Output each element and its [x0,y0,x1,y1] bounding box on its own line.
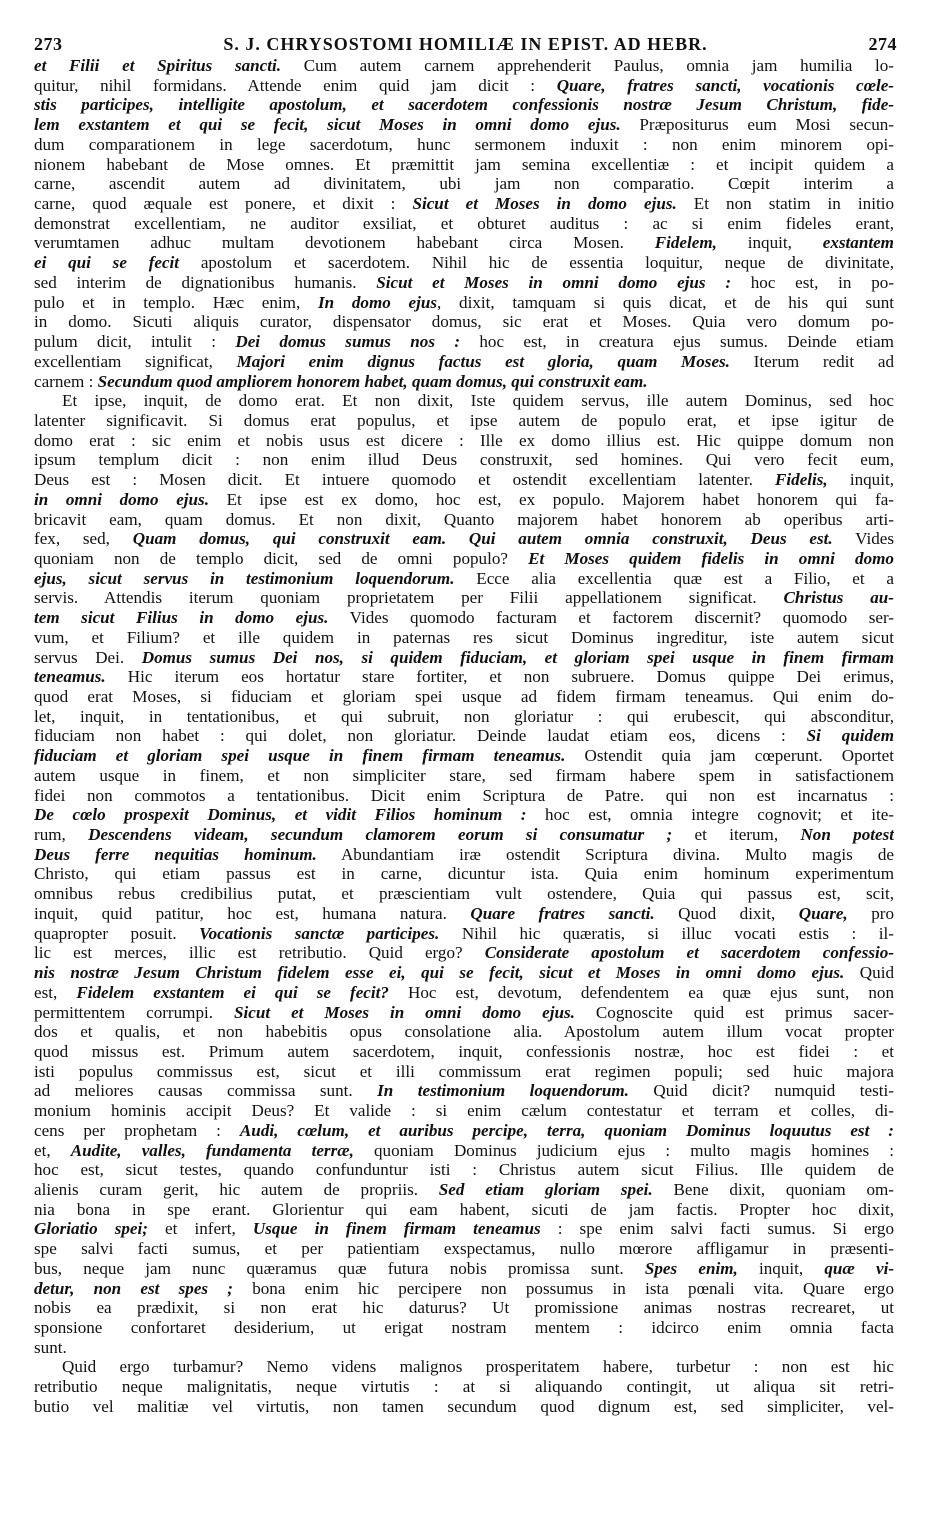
text-line [34,746,894,766]
text-run: quod erat Moses, si fiduciam et gloriam spei usque ad fidem firmam teneamus. Qui enim do- [34,687,894,706]
text-run: let, inquit, in tentationibus, et qui subruit, non gloriatur : qui erubescit, qui absconditur, [34,706,894,726]
text-line [34,372,894,392]
text-run: Quod dixit, [654,903,799,923]
text-line [34,470,894,490]
text-line [34,648,894,668]
text-line [34,608,894,628]
text-run: hoc est, in creatura ejus sumus. Deinde etiam [460,332,894,352]
text-line [34,1259,894,1279]
text-line [34,1081,894,1101]
text-run: Quid [844,963,894,983]
text-run: Deus est : Mosen dicit. Et intuere quomodo et ostendit excellentiam latenter. [34,470,775,490]
text-line [34,825,894,845]
text-line [34,726,894,746]
text-run: : spe enim salvi facti sumus. Si ergo [540,1219,894,1239]
text-run: domo erat : sic enim et nobis usus est dicere : Ille ex domo illius est. Hic quippe domum non [34,430,894,450]
text-run: Vides [832,529,894,549]
text-run: hoc est, omnia integre cognovit; et ite- [526,805,894,825]
text-run: alienis curam gerit, hic autem de propriis. [34,1179,439,1199]
page-number-left: 273 [34,34,63,54]
text-line [34,450,894,470]
text-line [34,332,894,352]
italic-quote: detur, non est spes ; [34,1278,233,1298]
text-run: inquit, quid patitur, hoc est, humana natura. [34,903,471,923]
text-run: monium hominis accipit Deus? Et valide : si enim cælum contestatur et terram et colles, di- [34,1101,894,1121]
text-line [34,529,894,549]
text-run: inquit, [737,1258,825,1278]
text-run: Et ipse, inquit, de domo erat. Et non dixit, Iste quidem servus, ille autem Dominus, sed hoc [62,391,894,411]
text-line [34,1279,894,1299]
text-run: omnibus rebus credibilius putat, et præscientiam vult ostendere, Quia qui passus est, scit, [34,884,894,904]
text-run: Ostendit quia jam cœperunt. Oportet [565,746,894,766]
italic-quote: Quare, [798,903,848,923]
text-run: hoc est, sicut testes, quando confunduntur isti : Christus autem sicut Filius. Ille quidem de [34,1160,894,1180]
text-line [34,214,894,234]
text-run: sponsione confortaret desiderium, ut erigat nostram mentem : idcirco enim omnia facta [34,1318,894,1337]
text-run: verumtamen adhuc multam devotionem habebant circa Mosen. [34,233,655,253]
italic-quote: Christus au- [783,588,894,608]
italic-quote: Deus ferre nequitias hominum. [34,844,317,864]
italic-quote: Dei domus sumus nos : [235,332,461,352]
text-run: et, [34,1140,71,1160]
text-line [34,864,894,884]
text-run: excellentiam significat, [34,351,237,371]
body-text [34,56,894,1532]
text-line [34,352,894,372]
italic-quote: fiduciam et gloriam spei usque in finem firmam teneamus. [34,746,566,766]
text-run: dum comparationem in lege sacerdotum, hunc sermonem induxit : non enim minorem opi- [34,134,894,154]
italic-quote: Descendens videam, secundum clamorem eorum si consumatur ; [88,825,673,845]
text-line [34,1141,894,1161]
text-line [34,1357,894,1377]
text-run: latenter significavit. Si domus erat populus, et ipse autem de populo erat, et ipse igitur de [34,410,894,430]
text-line [34,253,894,273]
text-line [34,845,894,865]
text-run: quitur, nihil formidans. Attende enim quid jam dicit : [34,75,557,95]
text-line [34,56,894,76]
text-run: inquit, [716,233,823,253]
italic-quote: Gloriatio spei; [34,1219,148,1239]
italic-quote: in omni domo ejus. [34,489,209,509]
text-line [34,1377,894,1397]
italic-quote: Majori enim dignus factus est gloria, quam Moses. [236,351,730,371]
text-line [34,687,894,707]
text-line [34,233,894,253]
text-line [34,628,894,648]
italic-quote: Sicut et Moses in omni domo ejus : [376,272,732,292]
text-run: fidei non commotos a tentationibus. Dicit enim Scriptura de Patre. qui non est incarnatus : [34,785,894,805]
text-run: et infert, [147,1219,253,1239]
text-run: carne, ascendit autem ad divinitatem, ubi jam non comparatio. Cœpit interim a [34,174,894,194]
text-run: Bene dixit, quoniam om- [652,1179,894,1199]
text-run: Quid dicit? numquid testi- [628,1081,894,1101]
text-run: Cum autem carnem apprehenderit Paulus, omnia jam humilia lo- [281,56,894,75]
italic-quote: Sed etiam gloriam spei. [438,1179,653,1199]
text-run: carnem : [34,371,98,391]
text-run: Præpositurus eum Mosi secun- [620,115,894,135]
text-line [34,293,894,313]
italic-quote: Secundum quod ampliorem honorem habet, quam domus, qui construxit eam. [97,371,648,391]
text-line [34,1180,894,1200]
running-title: S. J. CHRYSOSTOMI HOMILIÆ IN EPIST. AD HEBR. [223,34,708,54]
italic-quote: ei qui se fecit [34,253,180,273]
text-line [34,786,894,806]
text-run: Et ipse est ex domo, hoc est, ex populo. Majorem habet honorem qui fa- [208,489,894,509]
text-run: apostolum et sacerdotem. Nihil hic de essentia loquitur, neque de divinitate, [179,253,894,273]
text-run: Iterum redit ad [729,351,894,371]
text-run: inquit, [827,470,894,490]
text-run: pulo et in templo. Hæc enim, [34,292,318,312]
italic-quote: Quare, fratres sancti, vocationis cœle- [556,75,894,95]
text-run: rum, [34,825,89,845]
text-run: fex, sed, [34,529,133,549]
text-run: bricavit eam, quam domus. Et non dixit, Quanto majorem habet honorem ab operibus arti- [34,509,894,529]
text-line [34,707,894,727]
italic-quote: tem sicut Filius in domo ejus. [34,608,329,628]
text-run: quapropter posuit. [34,923,200,943]
text-line [34,1022,894,1042]
italic-quote: Audi, cœlum, et auribus percipe, terra, quoniam Dominus loquutus est : [239,1120,894,1140]
text-line [34,924,894,944]
text-run: butio vel malitiæ vel virtutis, non tamen secundum quod dignum est, sed simpliciter, vel- [34,1396,894,1416]
italic-quote: Usque in finem firmam teneamus [252,1219,541,1239]
text-run: Et non statim in initio [676,194,894,214]
text-run: quoniam Dominus judicium ejus : multo magis homines : [353,1140,894,1160]
italic-quote: In testimonium loquendorum. [377,1081,629,1101]
italic-quote: Audite, valles, fundamenta terræ, [70,1140,354,1160]
text-line [34,411,894,431]
text-run: Quid ergo turbamur? Nemo videns malignos prosperitatem habere, turbetur : non est hic [62,1357,894,1377]
text-line [34,1318,894,1338]
text-line [34,95,894,115]
text-run: Ecce alia excellentia quæ est a Filio, et a [454,568,894,588]
text-line [34,490,894,510]
text-line [34,1200,894,1220]
italic-quote: Vocationis sanctæ participes. [199,923,440,943]
text-line [34,963,894,983]
italic-quote: Fidelem, [654,233,717,253]
italic-quote: Sicut et Moses in domo ejus. [412,194,677,214]
text-run: in domo. Sicuti aliquis curator, dispensator domus, sic erat et Moses. Quia vero domum po- [34,312,894,332]
italic-quote: Si quidem [806,726,894,746]
text-line [34,1121,894,1141]
italic-quote: Domus sumus Dei nos, si quidem fiduciam, et gloriam spei usque in finem firmam [141,647,894,667]
text-run: autem usque in finem, et non simpliciter stare, sed firmam habere spem in satisfactionem [34,765,894,785]
italic-quote: Quam domus, qui construxit eam. Qui autem omnia construxit, Deus est. [132,529,833,549]
text-run: nionem habebant de Mose omnes. Et præmittit jam semina excellentiæ : et incipit quidem a [34,154,894,174]
text-run: dos et qualis, et non habebitis opus consolatione alia. Apostolum autem illum vocat propter [34,1022,894,1042]
text-line [34,155,894,175]
text-line [34,1003,894,1023]
text-line [34,273,894,293]
text-run: sed interim de dignationibus humanis. [34,272,377,292]
text-run: Hic iterum eos hortatur stare fortiter, et non subruere. Domus quippe Dei erimus, [105,667,894,687]
text-line [34,1042,894,1062]
text-run: , dixit, tamquam si quis dicat, et de his qui sunt [437,292,894,312]
text-run: carne, quod æquale est ponere, et dixit : [34,194,413,214]
text-line [34,135,894,155]
text-run: Abundantiam iræ ostendit Scriptura divina. Multo magis de [316,844,894,864]
italic-quote: Et Moses quidem fidelis in omni domo [528,548,894,568]
text-run: demonstrat excellentiam, ne auditor exsiliat, et obturet auditus : ac si enim fideles erant, [34,213,894,233]
italic-quote: Sicut et Moses in omni domo ejus. [234,1002,575,1022]
italic-quote: Spes enim, [644,1258,738,1278]
text-run: sunt. [34,1337,67,1357]
text-line [34,194,894,214]
text-line [34,549,894,569]
text-run: nobis ea prædixit, si non erat hic daturus? Ut promissione animas nostras recrearet, ut [34,1298,894,1318]
italic-quote: nis nostræ Jesum Christum fidelem esse ei, qui se fecit, sicut et Moses in omni domo ejus. [34,963,845,983]
italic-quote: Quare fratres sancti. [470,903,655,923]
italic-quote: ejus, sicut servus in testimonium loquendorum. [34,568,455,588]
text-line [34,76,894,96]
text-run: est, [34,982,77,1002]
text-run: pulum dicit, intulit : [34,332,236,352]
text-run: Vides quomodo facturam et factorem discernit? quomodo ser- [328,608,894,628]
italic-quote: Considerate apostolum et sacerdotem confessio- [484,943,894,963]
text-line [34,1101,894,1121]
text-run: Christo, qui etiam passus est in carne, dicuntur ista. Quia enim hominum experimentum [34,864,894,884]
text-run: Hoc est, devotum, defendentem ea quæ ejus sunt, non [388,982,894,1002]
text-line [34,1397,894,1417]
text-line [34,1298,894,1318]
text-line [34,1219,894,1239]
text-line [34,115,894,135]
text-line [34,391,894,411]
text-line [34,174,894,194]
italic-quote: In domo ejus [317,292,438,312]
italic-quote: teneamus. [34,667,106,687]
text-line [34,805,894,825]
text-run: ipsum templum dicit : non enim illud Deus construxit, sed homines. Qui vero fecit eum, [34,450,894,470]
text-line [34,312,894,332]
text-run: cens per prophetam : [34,1120,240,1140]
text-run: Nihil hic quæratis, si illuc vocati estis : il- [439,923,894,943]
text-run: pro [847,903,894,923]
italic-quote: stis participes, intelligite apostolum, et sacerdotem confessionis nostræ Jesum Christum, fide- [34,95,894,115]
text-run: retributio neque malignitatis, neque virtutis : at si aliquando contingit, ut aliqua sit retri- [34,1377,894,1397]
text-run: bus, neque jam nunc quæramus quæ futura nobis promissa sunt. [34,1258,645,1278]
text-line [34,667,894,687]
italic-quote: De cœlo prospexit Dominus, et vidit Filios hominum : [34,805,527,825]
italic-quote: exstantem [822,233,894,253]
text-line [34,588,894,608]
text-line [34,1062,894,1082]
text-run: isti populus commissus est, sicut et illi commissum erat regimen populi; sed huic majora [34,1061,894,1081]
text-run: spe salvi facti sumus, et per patientiam exspectamus, nullo mœrore affligamur in præsenti- [34,1239,894,1259]
text-line [34,569,894,589]
text-run: nia bona in spe erant. Glorientur qui eam habent, sicuti de jam factis. Propter hoc dixit, [34,1199,894,1219]
text-line [34,943,894,963]
text-line [34,431,894,451]
text-run: permittentem corrumpi. [34,1002,234,1022]
italic-quote: et Filii et Spiritus sancti. [34,56,282,75]
text-run: hoc est, in po- [731,272,894,292]
text-line [34,766,894,786]
italic-quote: Non potest [800,825,894,845]
running-header [34,34,897,56]
text-line [34,904,894,924]
text-line [34,983,894,1003]
text-run: bona enim hic percipere non possumus in ista pœnali vita. Quare ergo [232,1278,894,1298]
text-run: quod missus est. Primum autem sacerdotem, inquit, confessionis nostræ, hoc est fidei : et [34,1041,894,1061]
italic-quote: Fidelem exstantem ei qui se fecit? [76,982,389,1002]
text-run: vum, et Filium? et ille quidem in paternas res sicut Dominus ingreditur, iste autem sicut [34,627,894,647]
text-line [34,1338,894,1358]
text-run: lic est merces, illic est retributio. Quid ergo? [34,943,485,963]
text-run: quoniam non de templo dicit, sed de omni populo? [34,548,529,568]
italic-quote: lem exstantem et qui se fecit, sicut Moses in omni domo ejus. [34,115,621,135]
italic-quote: quæ vi- [824,1258,894,1278]
text-run: ad meliores causas commissa sunt. [34,1081,378,1101]
text-run: servis. Attendis iterum quoniam proprietatem per Filii appellationem significat. [34,588,784,608]
page-number-right: 274 [868,34,897,54]
text-line [34,884,894,904]
text-run: et iterum, [672,825,801,845]
text-run: servus Dei. [34,647,142,667]
text-run: Cognoscite quid est primus sacer- [574,1002,894,1022]
italic-quote: Fidelis, [775,470,828,490]
text-line [34,1239,894,1259]
text-line [34,510,894,530]
text-line [34,1160,894,1180]
text-run: fiduciam non habet : qui dolet, non gloriatur. Deinde laudat etiam eos, dicens : [34,726,807,746]
